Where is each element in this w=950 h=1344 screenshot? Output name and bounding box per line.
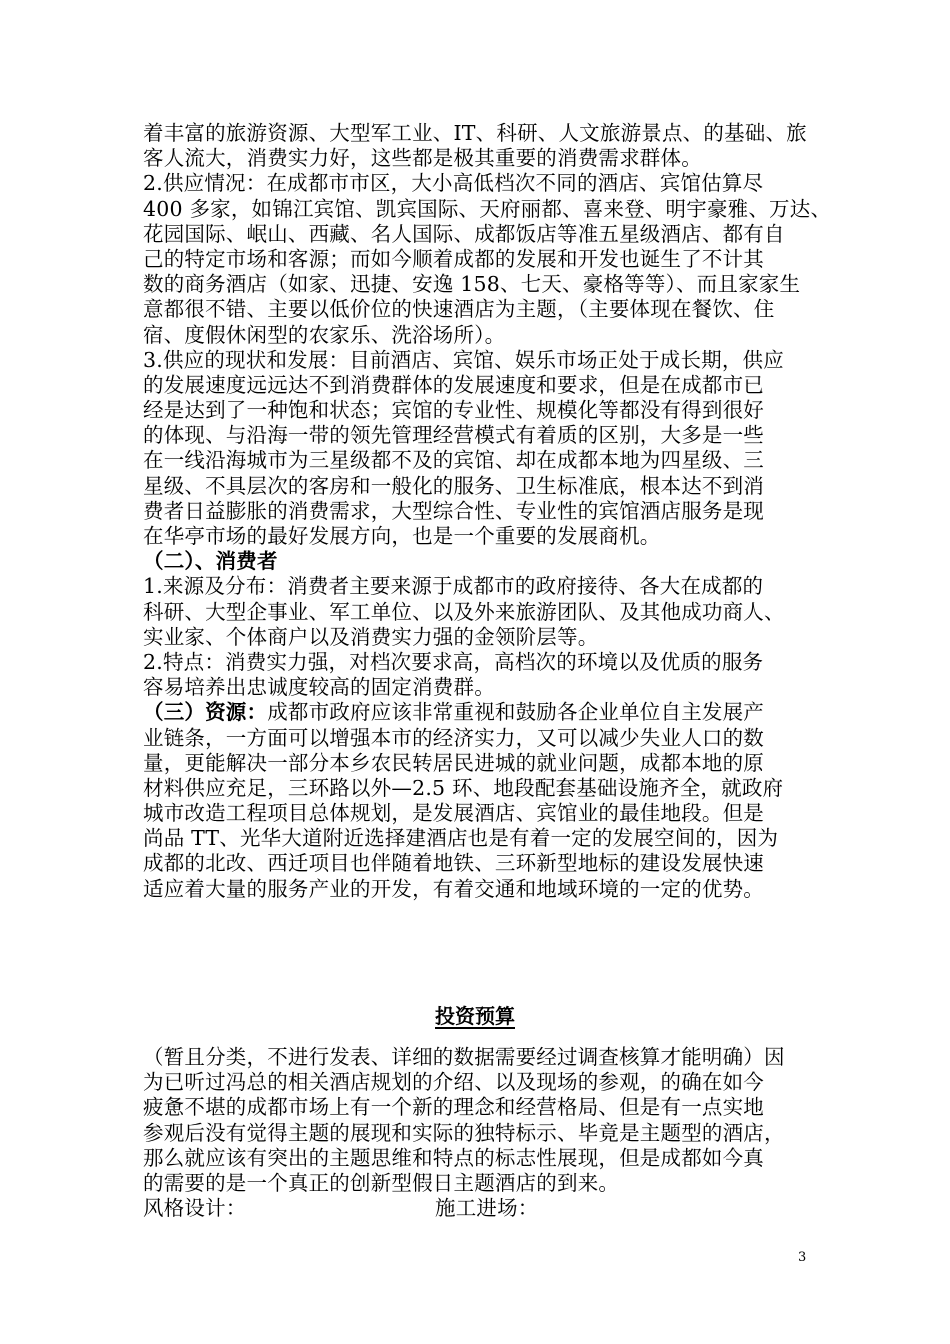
text-line: 在一线沿海城市为三星级都不及的宾馆、却在成都本地为四星级、三 — [143, 448, 764, 473]
text-line: 的需要的是一个真正的创新型假日主题酒店的到来。 — [143, 1170, 620, 1195]
text-line: 宿、度假休闲型的农家乐、洗浴场所）。 — [143, 322, 506, 347]
construction-entry-label: 施工进场： — [435, 1196, 539, 1221]
text-line: 材料供应充足，三环路以外—2.5 环、地段配套基础设施齐全，就政府 — [143, 775, 784, 800]
text-line: 1.来源及分布：消费者主要来源于成都市的政府接待、各大在成都的 — [143, 574, 764, 599]
text-line: 尚品 TT、光华大道附近选择建酒店也是有着一定的发展空间的，因为 — [143, 826, 779, 851]
footer-fields-line — [143, 1196, 823, 1221]
text-line: 科研、大型企事业、军工单位、以及外来旅游团队、及其他成功商人、 — [143, 599, 785, 624]
text-line: 在华亭市场的最好发展方向，也是一个重要的发展商机。 — [143, 524, 661, 548]
text-line: 意都很不错、主要以低价位的快速酒店为主题，（主要体现在餐饮、住 — [143, 297, 775, 322]
text-line: 成都的北改、西迁项目也伴随着地铁、三环新型地标的建设发展快速 — [143, 851, 764, 876]
text-line: 着丰富的旅游资源、大型军工业、IT、科研、人文旅游景点、的基础、旅 — [143, 121, 807, 145]
text-line: 容易培养出忠诚度较高的固定消费群。 — [143, 675, 495, 700]
text-line: 那么就应该有突出的主题思维和特点的标志性展现，但是成都如今真 — [143, 1145, 764, 1170]
page-number: 3 — [798, 1250, 807, 1265]
main-text — [143, 121, 832, 902]
section-resources-first-line — [143, 700, 823, 725]
text-line: 花园国际、岷山、西藏、名人国际、成都饭店等准五星级酒店、都有自 — [143, 221, 785, 246]
text-line: 实业家、个体商户以及消费实力强的金领阶层等。 — [143, 624, 599, 649]
text-line: 费者日益膨胀的消费需求，大型综合性、专业性的宾馆酒店服务是现 — [143, 498, 764, 523]
budget-heading: 投资预算 — [435, 1004, 515, 1028]
style-design-label: 风格设计： — [143, 1196, 247, 1221]
section-heading-consumers: （二）、消费者 — [143, 549, 278, 574]
text-line: 城市改造工程项目总体规划，是发展酒店、宾馆业的最佳地段。但是 — [143, 801, 764, 826]
text-line: 客人流大，消费实力好，这些都是极其重要的消费需求群体。 — [143, 146, 702, 171]
text-line: 参观后没有觉得主题的展现和实际的独特标示、毕竟是主题型的酒店， — [143, 1120, 785, 1145]
text-line: 量，更能解决一部分本乡农民转居民进城的就业问题，成都本地的原 — [143, 750, 764, 775]
text-line: 疲惫不堪的成都市场上有一个新的理念和经营格局、但是有一点实地 — [143, 1095, 764, 1120]
text-line: 星级、不具层次的客房和一般化的服务、卫生标准底，根本达不到消 — [143, 473, 764, 498]
text-line: 经是达到了一种饱和状态；宾馆的专业性、规模化等都没有得到很好 — [143, 398, 764, 423]
text-line: （暂且分类，不进行发表、详细的数据需要经过调查核算才能明确）因 — [143, 1045, 785, 1069]
text-line: 2.供应情况：在成都市市区，大小高低档次不同的酒店、宾馆估算尽 — [143, 171, 764, 196]
text-line: 3.供应的现状和发展：目前酒店、宾馆、娱乐市场正处于成长期，供应 — [143, 347, 784, 372]
text-line: 适应着大量的服务产业的开发，有着交通和地域环境的一定的优势。 — [143, 876, 764, 901]
text-line: 业链条，一方面可以增强本市的经济实力，又可以减少失业人口的数 — [143, 725, 764, 750]
text-line: 的发展速度远远达不到消费群体的发展速度和要求，但是在成都市已 — [143, 372, 764, 397]
text-line: 数的商务酒店（如家、迅捷、安逸 158、七天、豪格等等）、而且家家生 — [143, 272, 801, 297]
text-line: 为已听过冯总的相关酒店规划的介绍、以及现场的参观，的确在如今 — [143, 1070, 764, 1095]
section-heading-resources: （三）资源： — [143, 700, 268, 725]
text-line: 400 多家，如锦江宾馆、凯宾国际、天府丽都、喜来登、明宇豪雅、万达、 — [143, 196, 832, 221]
text-line: 2.特点：消费实力强，对档次要求高，高档次的环境以及优质的服务 — [143, 649, 764, 674]
text-line: 的体现、与沿海一带的领先管理经营模式有着质的区别，大多是一些 — [143, 423, 764, 448]
budget-text — [143, 1045, 823, 1221]
text-line: 己的特定市场和客源；而如今顺着成都的发展和开发也诞生了不计其 — [143, 246, 764, 271]
text-fragment: 成都市政府应该非常重视和鼓励各企业单位自主发展产 — [267, 700, 765, 725]
